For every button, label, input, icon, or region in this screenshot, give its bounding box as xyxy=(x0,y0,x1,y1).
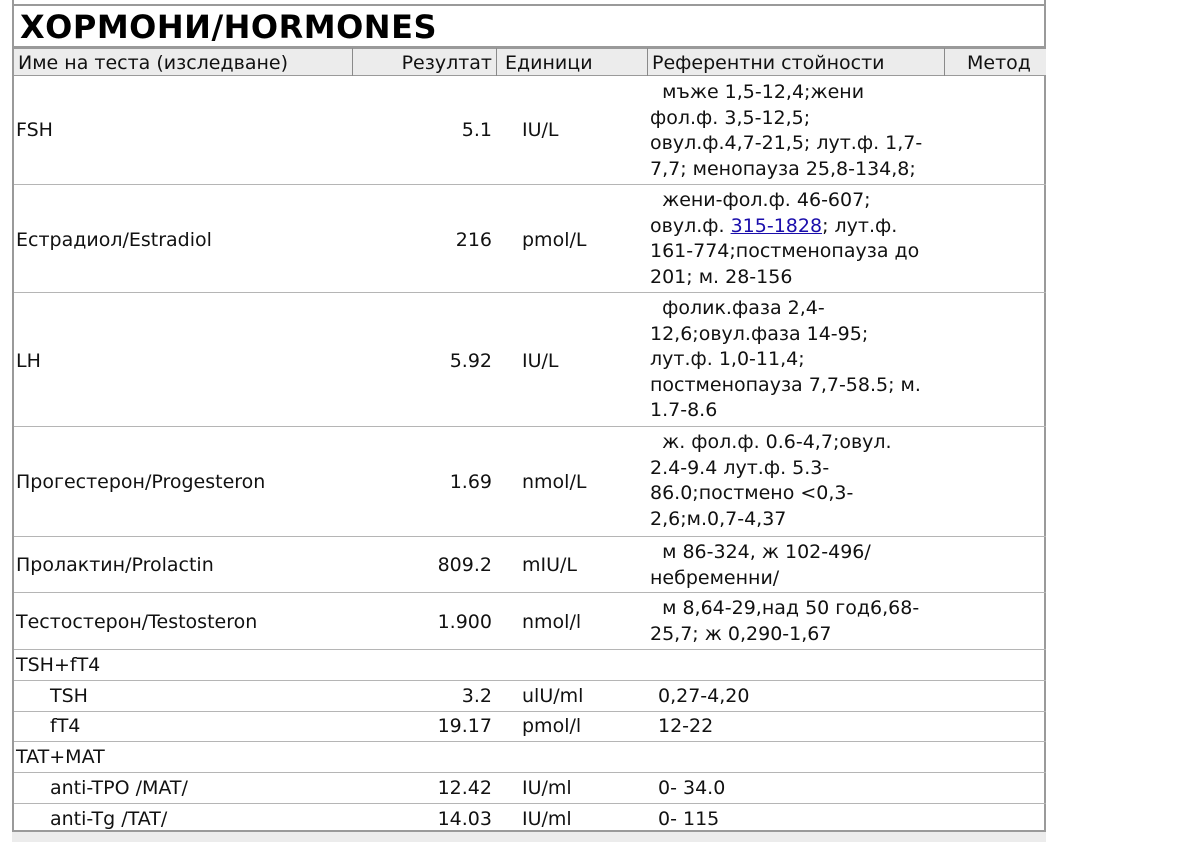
reference-values: 0,27-4,20 xyxy=(658,685,750,707)
reference-values xyxy=(650,188,950,290)
test-result: 1.69 xyxy=(449,471,492,493)
ref-line: 2,6;м.0,7-4,37 xyxy=(650,507,787,530)
ref-text: овул.ф. xyxy=(650,214,731,237)
header-ref-cell xyxy=(648,48,944,76)
group-header-row xyxy=(14,650,1046,681)
table-row xyxy=(14,681,1046,712)
report-title-bar xyxy=(12,4,1046,48)
header-result-cell xyxy=(352,48,496,76)
header-method-cell xyxy=(945,48,1046,76)
table-row xyxy=(14,427,1046,537)
test-result: 12.42 xyxy=(437,777,492,799)
ref-line: 161-774;постменопауза до xyxy=(650,240,920,263)
test-name: Тестостерон/Testosteron xyxy=(16,611,258,633)
table-bottom-border xyxy=(12,830,1046,842)
table-row xyxy=(14,773,1046,804)
reference-values xyxy=(650,296,950,424)
table-row xyxy=(14,77,1046,185)
ref-line: 25,7; ж 0,290-1,67 xyxy=(650,622,832,645)
reference-values: 12-22 xyxy=(658,715,714,737)
test-units: pmol/L xyxy=(522,229,587,251)
test-result: 3.2 xyxy=(461,685,492,707)
header-method: Метод xyxy=(967,52,1031,74)
test-units: pmol/l xyxy=(522,715,582,737)
table-row xyxy=(14,593,1046,650)
header-ref: Референтни стойности xyxy=(652,52,885,74)
test-result: 5.92 xyxy=(449,350,492,372)
ref-line: фол.ф. 3,5-12,5; xyxy=(650,106,811,129)
ref-line xyxy=(650,214,950,240)
reference-values xyxy=(650,596,950,647)
test-name: anti-Tg /TAT/ xyxy=(50,808,168,830)
ref-line: 1.7-8.6 xyxy=(650,399,718,422)
ref-line: лут.ф. 1,0-11,4; xyxy=(650,348,805,371)
ref-text: ; лут.ф. xyxy=(822,214,898,237)
test-units: IU/L xyxy=(522,119,559,141)
reference-values: 0- 115 xyxy=(658,808,720,830)
ref-line: 201; м. 28-156 xyxy=(650,265,793,288)
ref-line: м 8,64-29,над 50 год6,68- xyxy=(650,597,920,619)
table-row xyxy=(14,293,1046,427)
test-result: 14.03 xyxy=(437,808,492,830)
ref-line: м 86-324, ж 102-496/ xyxy=(650,541,871,563)
test-result: 216 xyxy=(455,229,492,251)
test-name: FSH xyxy=(16,119,53,141)
test-units: IU/ml xyxy=(522,808,572,830)
test-units: mIU/L xyxy=(522,554,578,576)
table-row xyxy=(14,712,1046,742)
table-row xyxy=(14,537,1046,593)
header-name-cell xyxy=(14,48,352,76)
group-header-row xyxy=(14,742,1046,773)
header-units-cell xyxy=(497,48,647,76)
ref-line: мъже 1,5-12,4;жени xyxy=(650,81,865,103)
ref-line: ж. фол.ф. 0.6-4,7;овул. xyxy=(650,431,892,453)
table-row xyxy=(14,185,1046,293)
test-name: LH xyxy=(16,350,41,372)
reference-link[interactable]: 315-1828 xyxy=(730,214,823,237)
header-result: Резултат xyxy=(401,52,492,74)
ref-line: овул.ф.4,7-21,5; лут.ф. 1,7- xyxy=(650,132,923,155)
test-units: ulU/ml xyxy=(522,685,584,707)
reference-values xyxy=(650,80,950,182)
ref-line: 2.4-9.4 лут.ф. 5.3- xyxy=(650,456,830,479)
report-title: ХОРМОНИ/HORMONES xyxy=(20,8,437,46)
test-result: 1.900 xyxy=(437,611,492,633)
group-label: TAT+MAT xyxy=(16,746,105,768)
test-result: 809.2 xyxy=(437,554,492,576)
reference-values xyxy=(650,540,950,591)
test-name: anti-TPO /MAT/ xyxy=(50,777,188,799)
test-name: fT4 xyxy=(50,715,81,737)
ref-line: 7,7; менопауза 25,8-134,8; xyxy=(650,157,916,180)
test-name: Естрадиол/Estradiol xyxy=(16,229,212,251)
test-units: IU/L xyxy=(522,350,559,372)
test-units: nmol/l xyxy=(522,611,582,633)
ref-line: 12,6;овул.фаза 14-95; xyxy=(650,322,869,345)
ref-line: постменопауза 7,7-58.5; м. xyxy=(650,373,921,396)
ref-line: 86.0;постмено <0,3- xyxy=(650,482,854,505)
test-units: IU/ml xyxy=(522,777,572,799)
ref-line: небременни/ xyxy=(650,566,780,589)
test-result: 19.17 xyxy=(437,715,492,737)
header-name: Име на теста (изследване) xyxy=(18,52,288,74)
ref-line: фолик.фаза 2,4- xyxy=(650,297,825,319)
test-name: TSH xyxy=(50,685,88,707)
ref-line: жени-фол.ф. 46-607; xyxy=(650,189,871,211)
reference-values: 0- 34.0 xyxy=(658,777,726,799)
header-units: Единици xyxy=(505,52,593,74)
test-units: nmol/L xyxy=(522,471,587,493)
test-name: Прогестерон/Progesteron xyxy=(16,471,266,493)
table-row xyxy=(14,804,1046,831)
test-result: 5.1 xyxy=(461,119,492,141)
test-name: Пролактин/Prolactin xyxy=(16,554,214,576)
group-label: TSH+fT4 xyxy=(16,654,101,676)
reference-values xyxy=(650,430,950,532)
